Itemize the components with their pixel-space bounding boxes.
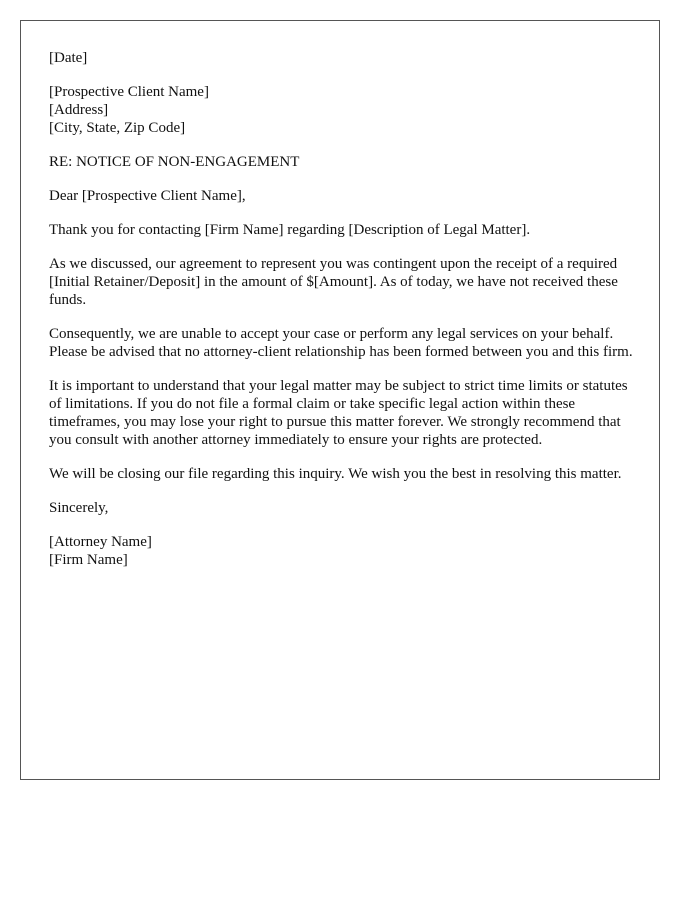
signature-block [49,533,633,569]
recipient-name: [Prospective Client Name] [49,84,209,100]
recipient-block [49,83,633,137]
recipient-city-state-zip: [City, State, Zip Code] [49,120,186,136]
letter-page [20,20,660,780]
signature-attorney-name: [Attorney Name] [49,534,152,550]
paragraph-no-relationship: Consequently, we are unable to accept your case or perform any legal services on your behalf. Please be advised that no attorney-client relationship has been formed between you and this firm. [49,326,633,360]
paragraph-closing-file: We will be closing our file regarding this inquiry. We wish you the best in resolving this matter. [49,466,622,482]
recipient-address: [Address] [49,102,109,118]
paragraph-thanks: Thank you for contacting [Firm Name] regarding [Description of Legal Matter]. [49,222,531,238]
letter-salutation: Dear [Prospective Client Name], [49,188,246,204]
letter-closing: Sincerely, [49,500,109,516]
letter-subject: RE: NOTICE OF NON-ENGAGEMENT [49,154,300,170]
letter-date: [Date] [49,50,88,66]
paragraph-retainer: As we discussed, our agreement to represent you was contingent upon the receipt of a required [Initial Retainer/Deposit] in the amount of $[Amount]. As of today, we have not received these funds. [49,256,618,308]
letter-body [49,49,633,585]
signature-firm-name: [Firm Name] [49,552,128,568]
paragraph-time-limits: It is important to understand that your legal matter may be subject to strict time limits or statutes of limitations. If you do not file a formal claim or take specific legal action within these timeframes, you may lose your right to pursue this matter forever. We strongly recommend that you consult with another attorney immediately to ensure your rights are protected. [49,378,628,448]
